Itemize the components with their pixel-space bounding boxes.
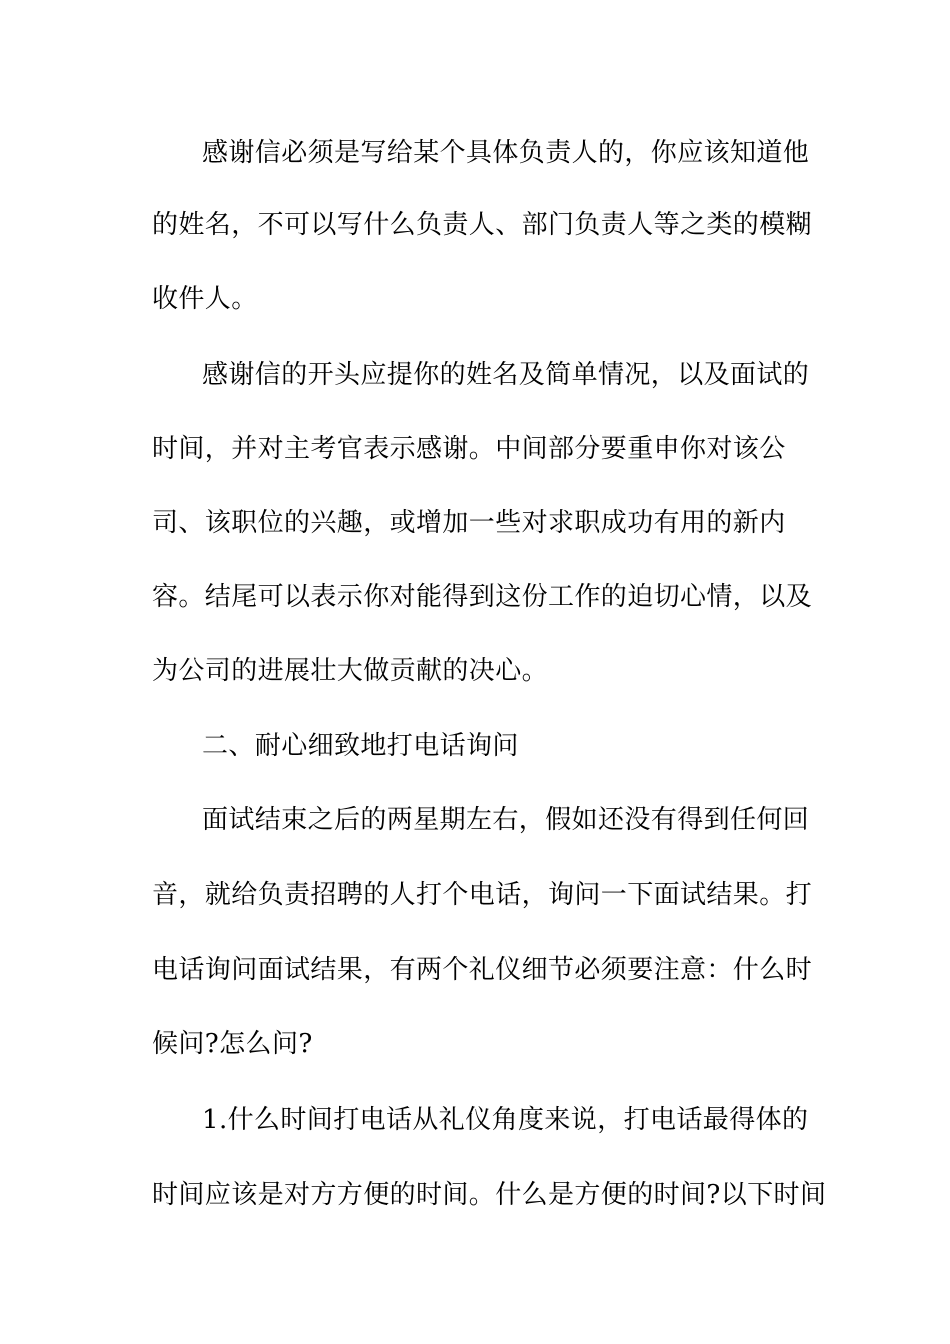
paragraph-4-line-2: 时间应该是对方方便的时间。什么是方便的时间?以下时间: [152, 1180, 827, 1210]
paragraph-1-line-2: 的姓名，不可以写什么负责人、部门负责人等之类的模糊: [152, 210, 813, 240]
section-heading: 二、耐心细致地打电话询问: [202, 731, 519, 761]
paragraph-3-line-3: 电话询问面试结果，有两个礼仪细节必须要注意：什么时: [152, 955, 813, 985]
paragraph-4-line-1: 1.什么时间打电话从礼仪角度来说，打电话最得体的: [202, 1105, 809, 1135]
paragraph-1-line-3: 收件人。: [152, 284, 258, 314]
paragraph-2-line-2: 时间，并对主考官表示感谢。中间部分要重申你对该公: [152, 434, 786, 464]
paragraph-3-line-2: 音，就给负责招聘的人打个电话，询问一下面试结果。打: [152, 880, 813, 910]
paragraph-2-line-3: 司、该职位的兴趣，或增加一些对求职成功有用的新内: [152, 508, 786, 538]
paragraph-3-line-4: 候问?怎么问?: [152, 1029, 313, 1059]
paragraph-2-line-4: 容。结尾可以表示你对能得到这份工作的迫切心情，以及: [152, 582, 813, 612]
paragraph-2-line-1: 感谢信的开头应提你的姓名及简单情况，以及面试的: [202, 360, 810, 390]
paragraph-3-line-1: 面试结束之后的两星期左右，假如还没有得到任何回: [202, 805, 810, 835]
paragraph-1-line-1: 感谢信必须是写给某个具体负责人的，你应该知道他: [202, 138, 810, 168]
paragraph-2-line-5: 为公司的进展壮大做贡献的决心。: [152, 656, 549, 686]
